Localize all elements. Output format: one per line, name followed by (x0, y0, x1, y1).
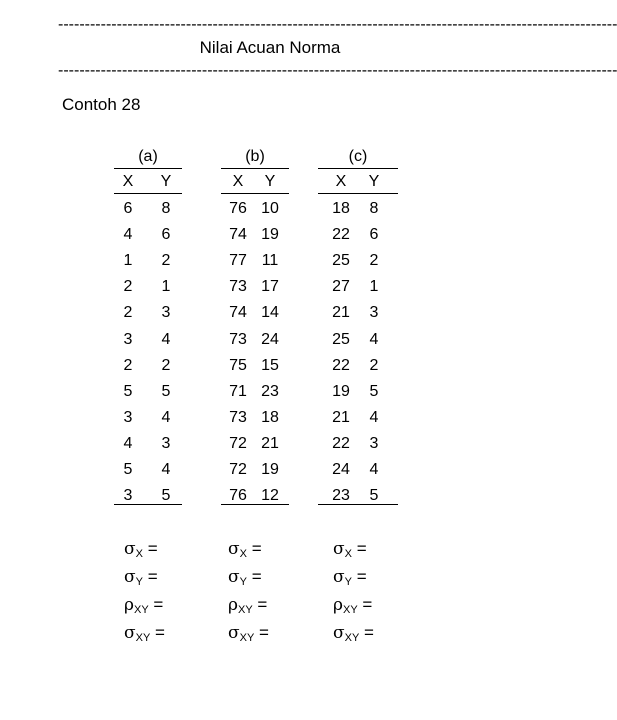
sigma-y-label (228, 563, 262, 591)
greek-symbol: σ (124, 567, 136, 587)
cell-y: 14 (261, 304, 279, 322)
column-header-x: X (232, 173, 244, 190)
greek-symbol: σ (228, 539, 240, 559)
subscript: XY (238, 604, 253, 616)
cell-x: 24 (332, 461, 350, 478)
subscript: X (135, 548, 143, 560)
cell-y: 11 (261, 252, 279, 270)
cell-x: 74 (229, 226, 247, 244)
cell-x: 5 (123, 382, 133, 400)
example-label: Contoh 28 (62, 95, 141, 114)
subscript: X (239, 548, 247, 560)
cell-y: 6 (161, 226, 171, 244)
cell-x: 25 (332, 252, 350, 270)
cell-y: 3 (161, 304, 171, 322)
cell-y: 3 (369, 434, 379, 452)
cell-x: 22 (332, 434, 350, 452)
equals-sign: = (257, 595, 268, 614)
cell-y: 5 (161, 382, 171, 400)
equals-sign: = (251, 539, 262, 558)
cell-y: 2 (161, 252, 171, 270)
column-header-y: Y (160, 173, 172, 190)
subscript: Y (135, 576, 143, 588)
column-header-y: Y (368, 173, 380, 190)
cell-y: 5 (161, 487, 171, 505)
cell-y: 8 (369, 200, 379, 217)
subscript: XY (343, 604, 358, 616)
column-header-y: Y (264, 173, 276, 190)
cell-y: 5 (369, 487, 379, 505)
greek-symbol: σ (333, 567, 345, 587)
equals-sign: = (356, 567, 367, 586)
cell-x: 73 (229, 330, 247, 348)
cell-x: 19 (332, 382, 350, 400)
cell-x: 2 (123, 278, 133, 296)
cell-x: 21 (332, 304, 350, 322)
cell-y: 4 (161, 408, 171, 426)
cell-y: 19 (261, 461, 279, 478)
cell-x: 2 (123, 304, 133, 322)
greek-symbol: σ (228, 567, 240, 587)
column-header-x: X (335, 173, 347, 190)
cell-x: 73 (229, 408, 247, 426)
cell-x: 4 (123, 226, 133, 244)
cell-x: 72 (229, 434, 247, 452)
table-label: (b) (245, 148, 265, 165)
cell-y: 23 (261, 382, 279, 400)
cell-y: 10 (261, 200, 279, 217)
cell-y: 6 (369, 226, 379, 244)
column-header-x: X (122, 173, 134, 190)
sigma-x-label (228, 535, 262, 563)
cell-y: 5 (369, 382, 379, 400)
cell-x: 22 (332, 356, 350, 374)
cell-y: 24 (261, 330, 279, 348)
page-title: Nilai Acuan Norma (199, 38, 341, 57)
cell-x: 2 (123, 356, 133, 374)
cell-x: 4 (123, 434, 133, 452)
cell-x: 27 (332, 278, 350, 296)
cell-y: 4 (369, 330, 379, 348)
subscript: XY (239, 632, 255, 644)
sigma-xy-label (333, 619, 374, 647)
cell-x: 5 (123, 461, 133, 478)
cell-y: 15 (261, 356, 279, 374)
sigma-x-label (333, 535, 367, 563)
rho-xy-label (333, 591, 372, 619)
top-dash-line: --------------------------------------------------------------------------------------------------------- (58, 16, 617, 33)
cell-x: 3 (123, 408, 133, 426)
rho-xy-label (228, 591, 267, 619)
cell-x: 6 (123, 200, 133, 217)
equals-sign: = (362, 595, 373, 614)
greek-symbol: ρ (228, 595, 238, 615)
equals-sign: = (364, 623, 374, 642)
greek-symbol: σ (124, 623, 136, 643)
cell-x: 71 (229, 382, 247, 400)
equals-sign: = (259, 623, 269, 642)
cell-y: 4 (369, 408, 379, 426)
cell-y: 4 (161, 330, 171, 348)
equals-sign: = (155, 623, 165, 642)
cell-x: 74 (229, 304, 247, 322)
table-label: (a) (138, 148, 158, 165)
subscript: XY (134, 604, 149, 616)
cell-y: 4 (369, 461, 379, 478)
sigma-xy-label (124, 619, 165, 647)
cell-y: 3 (161, 434, 171, 452)
greek-symbol: σ (333, 539, 345, 559)
greek-symbol: ρ (124, 595, 134, 615)
greek-symbol: σ (124, 539, 136, 559)
cell-x: 72 (229, 461, 247, 478)
equals-sign: = (147, 567, 158, 586)
rho-xy-label (124, 591, 163, 619)
cell-y: 18 (261, 408, 279, 426)
cell-x: 21 (332, 408, 350, 426)
greek-symbol: σ (228, 623, 240, 643)
greek-symbol: σ (333, 623, 345, 643)
sigma-y-label (124, 563, 158, 591)
cell-x: 76 (229, 200, 247, 217)
cell-x: 76 (229, 487, 247, 505)
cell-y: 2 (161, 356, 171, 374)
cell-y: 4 (161, 461, 171, 478)
cell-y: 21 (261, 434, 279, 452)
cell-x: 3 (123, 330, 133, 348)
equals-sign: = (356, 539, 367, 558)
cell-x: 22 (332, 226, 350, 244)
cell-y: 8 (161, 200, 171, 217)
cell-y: 1 (369, 278, 379, 296)
cell-x: 25 (332, 330, 350, 348)
subscript: X (344, 548, 352, 560)
subscript: XY (344, 632, 360, 644)
cell-x: 75 (229, 356, 247, 374)
subscript: Y (344, 576, 352, 588)
cell-y: 12 (261, 487, 279, 505)
subscript: XY (135, 632, 151, 644)
cell-x: 73 (229, 278, 247, 296)
cell-y: 1 (161, 278, 171, 296)
sigma-xy-label (228, 619, 269, 647)
cell-x: 3 (123, 487, 133, 505)
bottom-dash-line: --------------------------------------------------------------------------------------------------------- (58, 62, 617, 79)
cell-x: 77 (229, 252, 247, 270)
cell-x: 23 (332, 487, 350, 505)
cell-y: 17 (261, 278, 279, 296)
equals-sign: = (251, 567, 262, 586)
table-label: (c) (348, 148, 368, 165)
subscript: Y (239, 576, 247, 588)
cell-x: 18 (332, 200, 350, 217)
equals-sign: = (147, 539, 158, 558)
cell-x: 1 (123, 252, 133, 270)
equals-sign: = (153, 595, 164, 614)
cell-y: 19 (261, 226, 279, 244)
cell-y: 2 (369, 252, 379, 270)
sigma-x-label (124, 535, 158, 563)
cell-y: 2 (369, 356, 379, 374)
sigma-y-label (333, 563, 367, 591)
cell-y: 3 (369, 304, 379, 322)
greek-symbol: ρ (333, 595, 343, 615)
